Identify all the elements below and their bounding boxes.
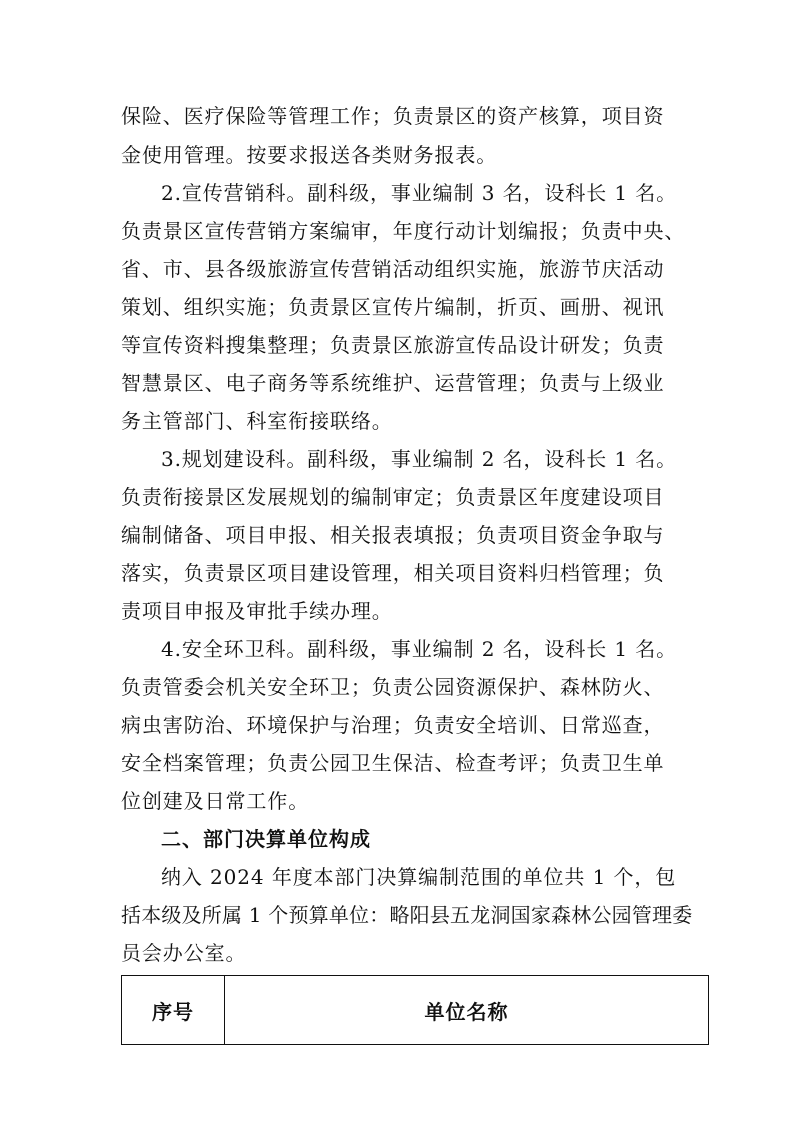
subsection-title-safety: 4.安全环卫科。副科级，事业编制 2 名，设科长 1 名。 xyxy=(161,637,678,661)
text-line: 负责管委会机关安全环卫；负责公园资源保护、森林防火、 xyxy=(121,675,665,699)
table-header-unit-name: 单位名称 xyxy=(424,999,509,1024)
text-line: 编制储备、项目申报、相关报表填报；负责项目资金争取与 xyxy=(121,523,665,547)
unit-table xyxy=(121,975,709,1045)
text-line: 位创建及日常工作。 xyxy=(121,789,310,813)
text-line: 安全档案管理；负责公园卫生保洁、检查考评；负责卫生单 xyxy=(121,751,665,775)
text-line: 金使用管理。按要求报送各类财务报表。 xyxy=(121,143,498,167)
text-line: 保险、医疗保险等管理工作；负责景区的资产核算，项目资 xyxy=(121,104,665,128)
section-heading: 二、部门决算单位构成 xyxy=(161,827,371,851)
text-line: 纳入 2024 年度本部门决算编制范围的单位共 1 个，包 xyxy=(161,865,677,889)
text-line: 负责衔接景区发展规划的编制审定；负责景区年度建设项目 xyxy=(121,485,665,509)
text-line: 括本级及所属 1 个预算单位：略阳县五龙洞国家森林公园管理委 xyxy=(121,903,693,927)
text-line: 责项目申报及审批手续办理。 xyxy=(121,599,393,623)
subsection-title-planning: 3.规划建设科。副科级，事业编制 2 名，设科长 1 名。 xyxy=(161,447,678,471)
subsection-title-publicity: 2.宣传营销科。副科级，事业编制 3 名，设科长 1 名。 xyxy=(161,181,678,205)
text-line: 病虫害防治、环境保护与治理；负责安全培训、日常巡查， xyxy=(121,713,665,737)
text-line: 等宣传资料搜集整理；负责景区旅游宣传品设计研发；负责 xyxy=(121,333,665,357)
table-header-number: 序号 xyxy=(122,976,225,1044)
text-line: 务主管部门、科室衔接联络。 xyxy=(121,409,393,433)
text-line: 智慧景区、电子商务等系统维护、运营管理；负责与上级业 xyxy=(121,371,665,395)
text-line: 员会办公室。 xyxy=(121,941,247,965)
text-line: 落实，负责景区项目建设管理，相关项目资料归档管理；负 xyxy=(121,561,665,585)
text-line: 策划、组织实施；负责景区宣传片编制，折页、画册、视讯 xyxy=(121,295,665,319)
text-line: 负责景区宣传营销方案编审，年度行动计划编报；负责中央、 xyxy=(121,219,686,243)
text-line: 省、市、县各级旅游宣传营销活动组织实施，旅游节庆活动 xyxy=(121,257,665,281)
